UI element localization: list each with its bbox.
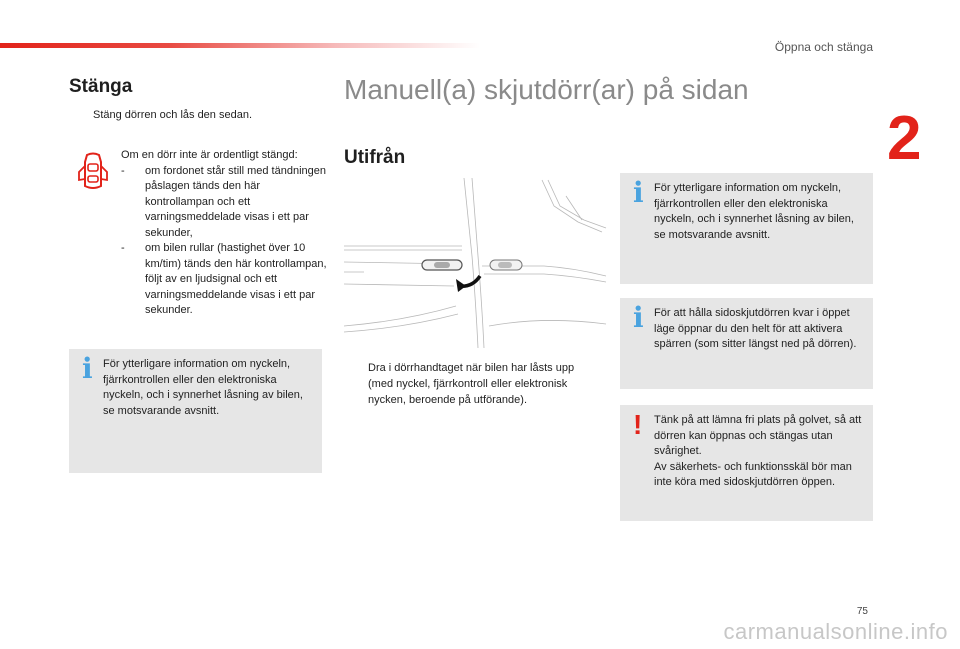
- header-accent-bar: [0, 43, 480, 48]
- bullet-stang: [69, 107, 319, 123]
- page-title: Manuell(a) skjutdörr(ar) på sidan: [344, 74, 749, 105]
- warning-item-2: [121, 241, 331, 319]
- warning-item-text: om bilen rullar (hastighet över 10 km/tim) tänds den här kontrollampan, följt av en ljudsignal och ett varningsmeddelande visas i ett par sekunder.: [145, 242, 327, 316]
- section-title-stanga: Stänga: [69, 76, 133, 97]
- info-text: För ytterligare information om nyckeln, fjärrkontrollen eller den elektroniska nyckeln, och i synnerhet låsning av bilen, se motsvarande avsnitt.: [654, 182, 854, 241]
- info-icon: i: [633, 301, 644, 334]
- info-box-right-2: [620, 298, 873, 389]
- bullet-text: Dra i dörrhandtaget när bilen har låsts upp (med nyckel, fjärrkontroll eller elektronisk nycken, beroende på utförande).: [368, 362, 575, 406]
- warning-text: [121, 148, 331, 319]
- dash-marker: -: [121, 164, 125, 177]
- bullet-dra-handtag: [344, 360, 606, 408]
- section-title-utifran: Utifrån: [344, 147, 406, 168]
- page-number: 75: [856, 606, 868, 617]
- alert-exclamation-icon: !: [633, 409, 643, 440]
- info-text: För att hålla sidoskjutdörren kvar i öppet läge öppnar du den helt för att aktivera spärren (som sitter längst ned på dörren).: [654, 307, 857, 350]
- warning-item-text: om fordonet står still med tändningen påslagen tänds den här kontrollampan och ett varningsmeddelade visas i ett par sekunder,: [145, 164, 326, 239]
- chapter-number: 2: [887, 104, 922, 173]
- info-text: För ytterligare information om nyckeln, fjärrkontrollen eller den elektroniska nyckeln, och i synnerhet låsning av bilen, se motsvarande avsnitt.: [103, 358, 303, 417]
- chapter-title: Öppna och stänga: [774, 40, 873, 54]
- alert-box-right: [620, 405, 873, 521]
- warning-item-1: [121, 164, 331, 242]
- sliding-door-illustration: [344, 176, 610, 348]
- bullet-text: Stäng dörren och lås den sedan.: [93, 109, 253, 121]
- info-box-left: [69, 349, 322, 473]
- info-box-right-1: [620, 173, 873, 284]
- info-icon: i: [82, 352, 93, 385]
- watermark: carmanualsonline.info: [723, 619, 948, 644]
- info-icon: i: [633, 176, 644, 209]
- dash-marker: -: [121, 242, 125, 254]
- alert-text: Tänk på att lämna fri plats på golvet, så att dörren kan öppnas och stängas utan svårighet. Av säkerhets- och funktionsskäl bör man inte köra med sidoskjutdörren öppen.: [654, 414, 862, 488]
- warning-intro: Om en dörr inte är ordentligt stängd:: [121, 149, 298, 161]
- door-open-warning-icon: [77, 152, 109, 194]
